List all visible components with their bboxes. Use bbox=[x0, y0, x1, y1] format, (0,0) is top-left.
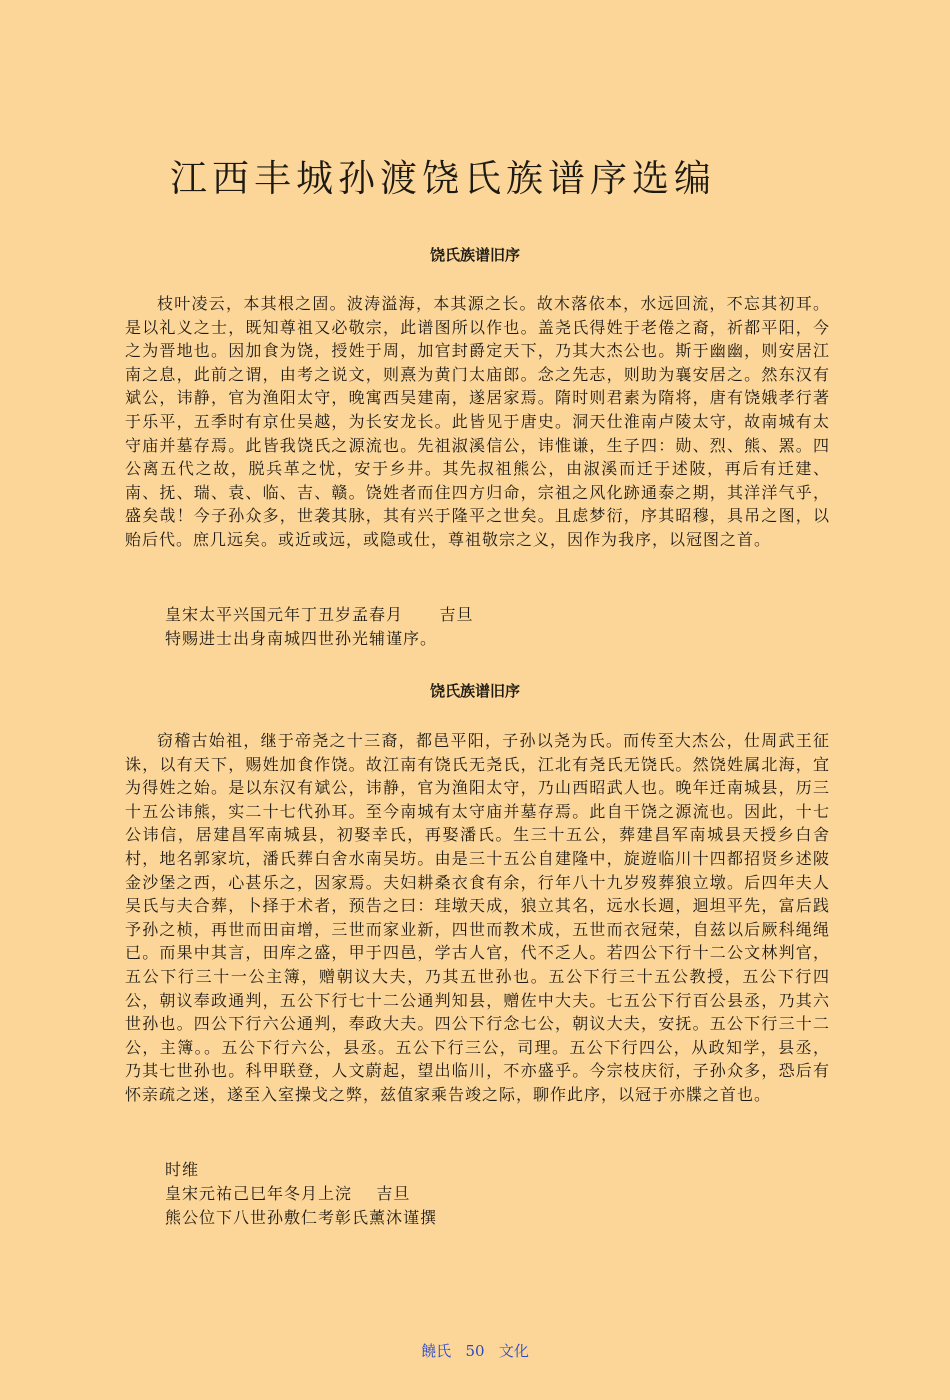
preface-1-auspicious: 吉旦 bbox=[439, 605, 474, 624]
preface-1-author: 特赐进士出身南城四世孙光辅谨序。 bbox=[165, 629, 438, 648]
preface-2-author: 熊公位下八世孙敷仁考彰氏薰沐谨撰 bbox=[165, 1208, 438, 1227]
preface-1-body: 枝叶凌云，本其根之固。波涛溢海，本其源之长。故木落依本，水远回流，不忘其初耳。是以礼义之士，既知尊祖又必敬宗，此谱图所以作也。盖尧氏得姓于老倦之裔，祈都平阳，今之为晋地也。因加食为饶，授姓于周，加官封爵定天下，乃其大杰公也。斯于幽幽，则安居江南之息，此前之谓，由考之说文，则熹为黄门太庙郎。念之先志，则助为襄安居之。然东汉有斌公，讳静，官为渔阳太守，晚寓西吴建南，遂居家焉。隋时则君素为隋将，唐有饶娥孝行著于乐平，五季时有京仕吴越，为长安龙长。此皆见于唐史。洞天仕淮南卢陵太守，故南城有太守庙并墓存焉。此皆我饶氏之源流也。先祖淑溪信公，讳惟谦，生子四：勋、烈、熊、罴。四公离五代之故，脱兵革之忧，安于乡井。其先叔祖熊公，由淑溪而迁于述陂，再后有迁建、南、抚、瑞、袁、临、吉、赣。饶姓者而住四方归命，宗祖之风化跡通泰之期，其洋洋气乎，盛矣哉！今子孙众多，世袭其脉，其有兴于隆平之世矣。且虑梦衍，序其昭穆，具吊之图，以贻后代。庶几远矣。或近或远，或隐或仕，尊祖敬宗之义，因作为我序，以冠图之首。 bbox=[125, 294, 830, 549]
footer-right: 文化 bbox=[498, 1342, 529, 1360]
preface-2-date: 皇宋元祐己巳年冬月上浣 bbox=[165, 1184, 353, 1203]
page-footer bbox=[0, 1340, 950, 1361]
preface-2-body: 窃稽古始祖，继于帝尧之十三裔，都邑平阳，子孙以尧为氏。而传至大杰公，仕周武王征诛，以有天下，赐姓加食作饶。故江南有饶氏无尧氏，江北有尧氏无饶氏。然饶姓属北海，宜为得姓之始。是以东汉有斌公，讳静，官为渔阳太守，乃山西昭武人也。晚年迁南城县，历三十五公讳熊，实二十七代孙耳。至今南城有太守庙并墓存焉。此自干饶之源流也。因此，十七公讳信，居建昌军南城县，初娶幸氏，再娶潘氏。生三十五公，葬建昌军南城县天授乡白舍村，地名郭家坑，潘氏葬白舍水南吴坊。由是三十五公自建隆中，旋遊临川十四都招贤乡述陂金沙堡之西，心甚乐之，因家焉。夫妇耕桑衣食有余，行年八十九岁歿葬狼立墩。后四年夫人吴氏与夫合葬，卜择于术者，预告之曰：珪墩天成，狼立其名，远水长週，迴坦平先，富后践予孙之桢，再世而田亩增，三世而家业新，四世而教术成，五世而衣冠荣，自兹以后厥科绳绳已。而果中其言，田库之盛，甲于四邑，学古人官，代不乏人。若四公下行十二公文林判官，五公下行三十一公主簿，赠朝议大夫，乃其五世孙也。五公下行三十五公教授，五公下行四公，朝议奉政通判，五公下行七十二公通判知县，赠佐中大夫。七五公下行百公县丞，乃其六世孙也。四公下行六公通判，奉政大夫。四公下行念七公，朝议大夫，安抚。五公下行三十二公，主簿。。五公下行六公，县丞。五公下行三公，司理。五公下行四公，从政知学，县丞，乃其七世孙也。科甲联登，人文蔚起，望出临川，不亦盛乎。今宗枝庆衍，子孙众多，恐后有怀亲疏之迷，遂至入室操戈之弊，兹值家乘告竣之际，聊作此序，以冠于亦牒之首也。 bbox=[125, 731, 830, 1104]
page-number: 50 bbox=[465, 1342, 485, 1360]
preface-2-line-a: 时维 bbox=[165, 1160, 200, 1179]
preface-1-date: 皇宋太平兴国元年丁丑岁孟春月 bbox=[165, 605, 404, 624]
preface-2-heading: 饶氏族谱旧序 bbox=[429, 682, 520, 700]
preface-2-auspicious: 吉旦 bbox=[376, 1184, 411, 1203]
preface-2-date-line bbox=[165, 1181, 410, 1204]
preface-1-date-line bbox=[165, 602, 474, 625]
page-title: 江西丰城孙渡饶氏族谱序选编 bbox=[170, 157, 716, 200]
footer-left: 饒氏 bbox=[421, 1342, 452, 1360]
preface-1-heading: 饶氏族谱旧序 bbox=[429, 246, 520, 264]
